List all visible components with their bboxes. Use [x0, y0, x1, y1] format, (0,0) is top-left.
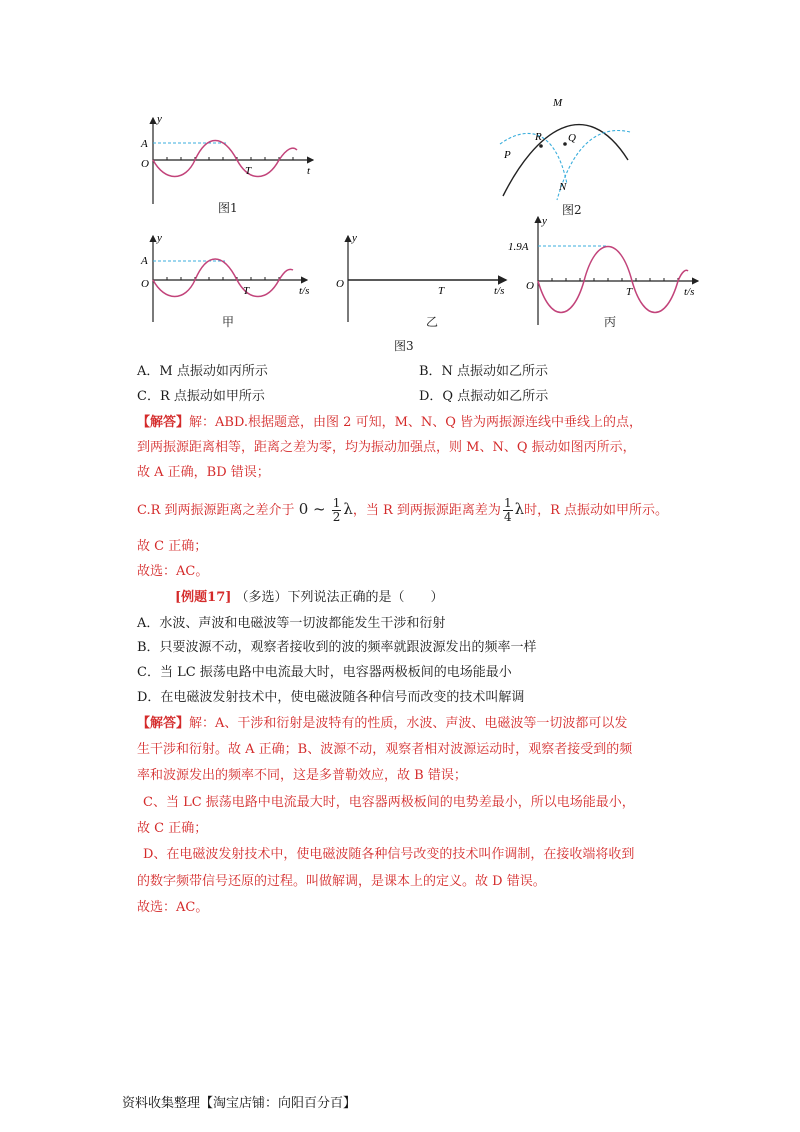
- q17-stem: （多选）下列说法正确的是（ ）: [235, 590, 444, 605]
- yi-label-o: O: [336, 278, 344, 290]
- q16-answer-text-4c: 时，R 点振动如甲所示。: [524, 503, 669, 518]
- fig3-caption: 图3: [394, 339, 414, 353]
- fig1-label-t-axis: t: [307, 165, 311, 177]
- q17-option-c: C．当 LC 振荡电路中电流最大时，电容器两极板间的电场能最小: [137, 665, 512, 680]
- jia-label-t: T: [243, 285, 250, 297]
- fig2-label-q: Q: [568, 132, 576, 144]
- q17-answer-line-4: C、当 LC 振荡电路中电流最大时，电容器两极板间的电势差最小，所以电场能最小，: [143, 795, 635, 810]
- jia-caption: 甲: [222, 315, 235, 329]
- q17-answer-tag: 【解答】: [137, 716, 190, 731]
- q16-answer-line-2: 到两振源距离相等，距离之差为零，均为振动加强点，则 M、N、Q 振动如图丙所示，: [137, 440, 636, 455]
- figure-3-bing: [508, 213, 708, 328]
- yi-label-t: T: [438, 285, 445, 297]
- q16-answer-line-6: 故选：AC。: [137, 564, 209, 579]
- jia-label-y: y: [157, 232, 162, 244]
- q16-option-d: D．Q 点振动如乙所示: [419, 389, 549, 404]
- figure-2-svg: [495, 92, 635, 204]
- bing-label-y: y: [542, 215, 547, 227]
- q17-answer-line-1: [137, 714, 627, 734]
- fig1-label-o: O: [141, 158, 149, 170]
- q17-option-b: B．只要波源不动，观察者接收到的波的频率就跟波源发出的频率一样: [137, 640, 537, 655]
- bing-wave: [538, 247, 688, 313]
- q16-math-range: 0 ~: [298, 500, 326, 518]
- yi-label-ts: t/s: [494, 285, 505, 297]
- q16-fraction-half: [332, 497, 342, 524]
- q17-answer-line-2: 生干涉和衍射。故 A 正确；B、波源不动，观察者相对波源运动时，观察者接受到的频: [137, 742, 633, 757]
- q16-answer-line-5: 故 C 正确；: [137, 539, 208, 554]
- q16-lambda-2: λ: [514, 500, 525, 518]
- q16-lambda-1: λ: [343, 500, 353, 518]
- q17-answer-line-7: 的数字频带信号还原的过程。叫做解调，是课本上的定义。故 D 错误。: [137, 874, 546, 889]
- q17-answer-line-3: 率和波源发出的频率不同，这是多普勒效应，故 B 错误；: [137, 768, 467, 783]
- q16-option-a: A．M 点振动如丙所示: [137, 364, 268, 379]
- page-footer: 资料收集整理【淘宝店铺：向阳百分百】: [122, 1096, 357, 1111]
- fig1-wave: [153, 141, 297, 177]
- q17-answer-text-1: 解：A、干涉和衍射是波特有的性质，水波、声波、电磁波等一切波都可以发: [189, 716, 628, 731]
- fig1-label-a: A: [141, 138, 148, 150]
- bing-label-t: T: [626, 286, 633, 298]
- figure-3-bing-svg: [508, 213, 708, 328]
- q17-option-d: D．在电磁波发射技术中，使电磁波随各种信号而改变的技术叫解调: [137, 690, 525, 705]
- frac-half-denominator: 2: [332, 510, 341, 524]
- figure-2: [495, 92, 635, 204]
- q16-answer-line-1: [137, 413, 642, 433]
- q16-option-b: B．N 点振动如乙所示: [419, 364, 549, 379]
- q17-stem-line: [175, 588, 444, 608]
- yi-label-y: y: [352, 232, 357, 244]
- jia-label-o: O: [141, 278, 149, 290]
- fig2-label-n: N: [559, 181, 567, 193]
- bing-caption: 丙: [604, 315, 617, 329]
- fig2-caption: 图2: [562, 203, 582, 217]
- bing-label-o: O: [526, 280, 534, 292]
- figure-3-yi: [330, 232, 515, 327]
- jia-label-a: A: [141, 255, 148, 267]
- jia-label-ts: t/s: [299, 285, 310, 297]
- fig1-label-t-period: T: [245, 165, 252, 177]
- q16-answer-tag: 【解答】: [137, 415, 190, 430]
- bing-label-ts: t/s: [684, 286, 695, 298]
- q16-answer-line-4: [137, 493, 668, 527]
- fig2-point-q: [563, 142, 567, 146]
- yi-caption: 乙: [426, 315, 439, 329]
- q17-tag: [例题17]: [175, 590, 232, 605]
- q16-option-c: C．R 点振动如甲所示: [137, 389, 265, 404]
- bing-label-19a: 1.9A: [508, 241, 529, 253]
- fig1-caption: 图1: [218, 201, 238, 215]
- q16-answer-text-1: 解：ABD.根据题意，由图 2 可知，M、N、Q 皆为两振源连线中垂线上的点，: [189, 415, 643, 430]
- figure-3-yi-svg: [330, 232, 515, 327]
- q16-answer-text-4a: C.R 到两振源距离之差介于: [137, 503, 295, 518]
- fig2-label-p: P: [504, 149, 511, 161]
- frac-quarter-denominator: 4: [503, 510, 512, 524]
- q17-answer-line-6: D、在电磁波发射技术中，使电磁波随各种信号改变的技术叫作调制，在接收端将收到: [143, 847, 635, 862]
- frac-quarter-numerator: 1: [503, 496, 512, 510]
- frac-half-numerator: 1: [332, 496, 341, 510]
- fig2-point-r: [539, 144, 543, 148]
- q17-answer-line-5: 故 C 正确；: [137, 821, 208, 836]
- q17-answer-line-8: 故选：AC。: [137, 900, 209, 915]
- fig1-label-y: y: [157, 113, 162, 125]
- q16-answer-text-4b: ，当 R 到两振源距离差为: [352, 503, 501, 518]
- q17-option-a: A．水波、声波和电磁波等一切波都能发生干涉和衍射: [137, 616, 446, 631]
- fig2-label-r: R: [535, 131, 542, 143]
- q16-answer-line-3: 故 A 正确，BD 错误；: [137, 465, 270, 480]
- fig2-label-m: M: [553, 97, 563, 109]
- q16-fraction-quarter: [503, 497, 513, 524]
